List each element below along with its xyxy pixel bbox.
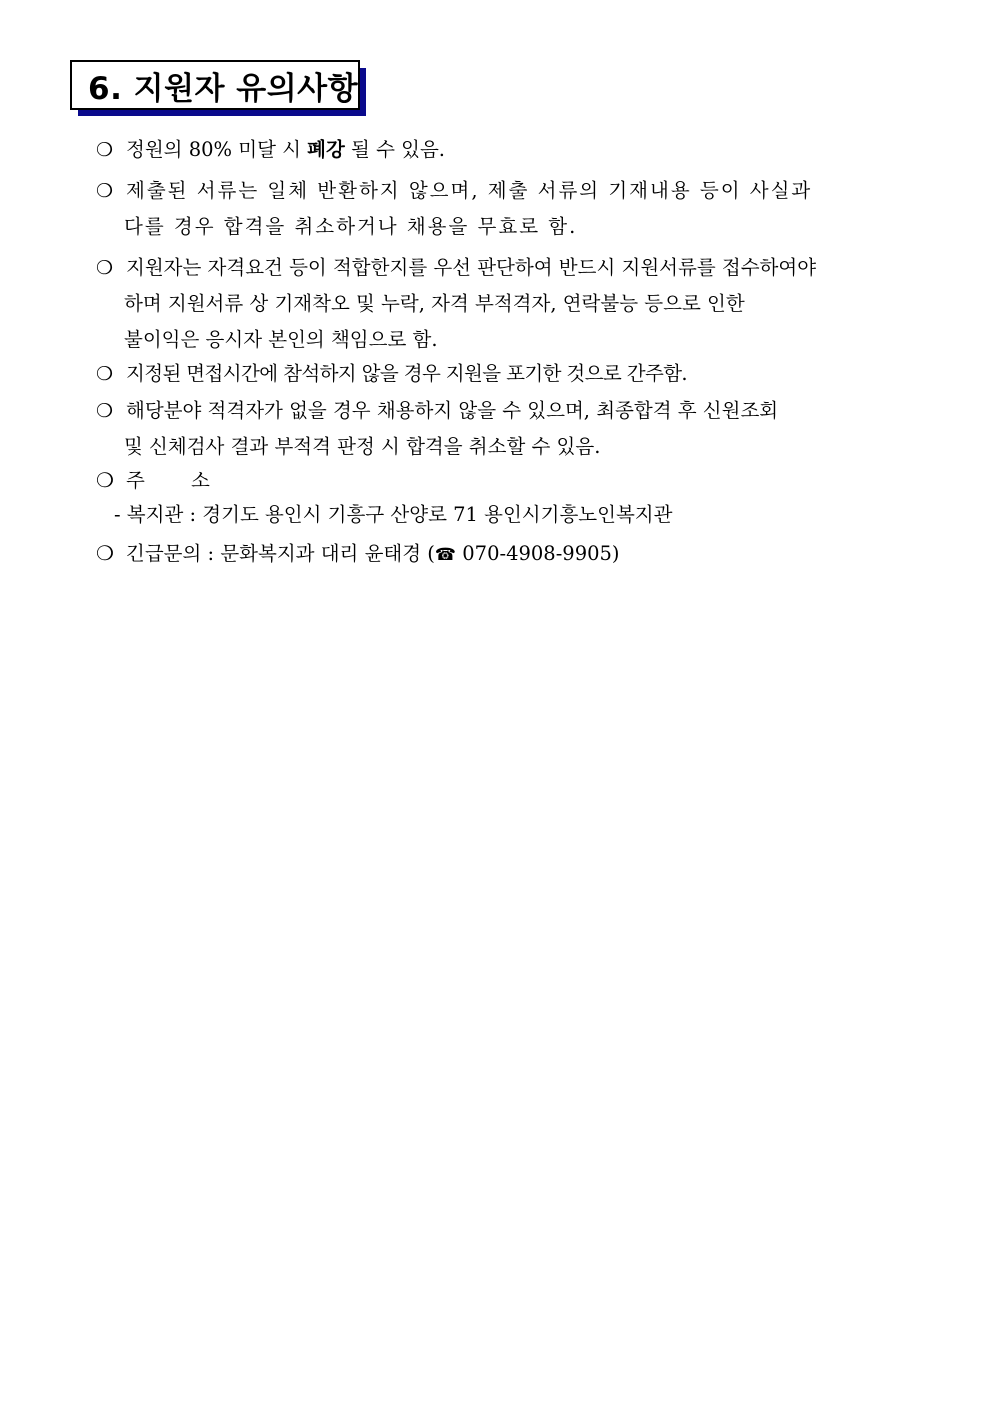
note-text: 해당분야 적격자가 없을 경우 채용하지 않을 수 있으며, 최종합격 후 신원조회 — [126, 399, 779, 422]
shadowed-circle-bullet-icon: ❍ — [96, 541, 114, 565]
circle-bullet-icon: ❍ — [96, 363, 113, 385]
section-title: 6. 지원자 유의사항 — [88, 70, 359, 107]
note-text: 될 수 있음. — [344, 138, 446, 161]
circle-bullet-icon: ❍ — [96, 400, 114, 422]
address-label: 주 소 — [126, 469, 230, 492]
note-text: 지원자는 자격요건 등이 적합한지를 우선 판단하여 반드시 지원서류를 접수하여야 — [126, 256, 817, 279]
note-text: 제출된 서류는 일체 반환하지 않으며, 제출 서류의 기재내용 등이 사실과 — [126, 179, 813, 202]
circle-bullet-icon: ❍ — [96, 180, 116, 202]
note-item-3 — [96, 250, 896, 358]
note-item-4 — [96, 356, 896, 392]
note-emphasis: 폐강 — [307, 138, 345, 161]
heading-box — [70, 60, 360, 110]
address-line: - 복지관 : 경기도 용인시 기흥구 산양로 71 용인시기흥노인복지관 — [114, 503, 673, 526]
shadowed-circle-bullet-icon: ❍ — [96, 468, 114, 492]
contact-text: 긴급문의 : 문화복지과 대리 윤태경 ( — [126, 542, 435, 565]
address-heading — [96, 462, 896, 499]
note-item-5 — [96, 393, 896, 465]
circle-bullet-icon: ❍ — [96, 139, 114, 161]
note-text: 지정된 면접시간에 참석하지 않을 경우 지원을 포기한 것으로 간주함. — [126, 362, 688, 385]
circle-bullet-icon: ❍ — [96, 257, 114, 279]
contact-phone: 070-4908-9905) — [456, 542, 620, 565]
note-text-continued: 다를 경우 합격을 취소하거나 채용을 무효로 함. — [124, 215, 578, 238]
note-text: 정원의 80% 미달 시 — [126, 138, 308, 161]
phone-icon: ☎ — [434, 545, 457, 565]
note-text-continued: 하며 지원서류 상 기재착오 및 누락, 자격 부적격자, 연락불능 등으로 인한 — [124, 292, 745, 315]
note-item-1 — [96, 132, 896, 168]
contact-item — [96, 535, 896, 573]
section-heading — [70, 60, 370, 120]
note-text-continued: 및 신체검사 결과 부적격 판정 시 합격을 취소할 수 있음. — [124, 435, 601, 458]
note-item-2 — [96, 173, 896, 245]
note-text-continued: 불이익은 응시자 본인의 책임으로 함. — [124, 328, 438, 351]
